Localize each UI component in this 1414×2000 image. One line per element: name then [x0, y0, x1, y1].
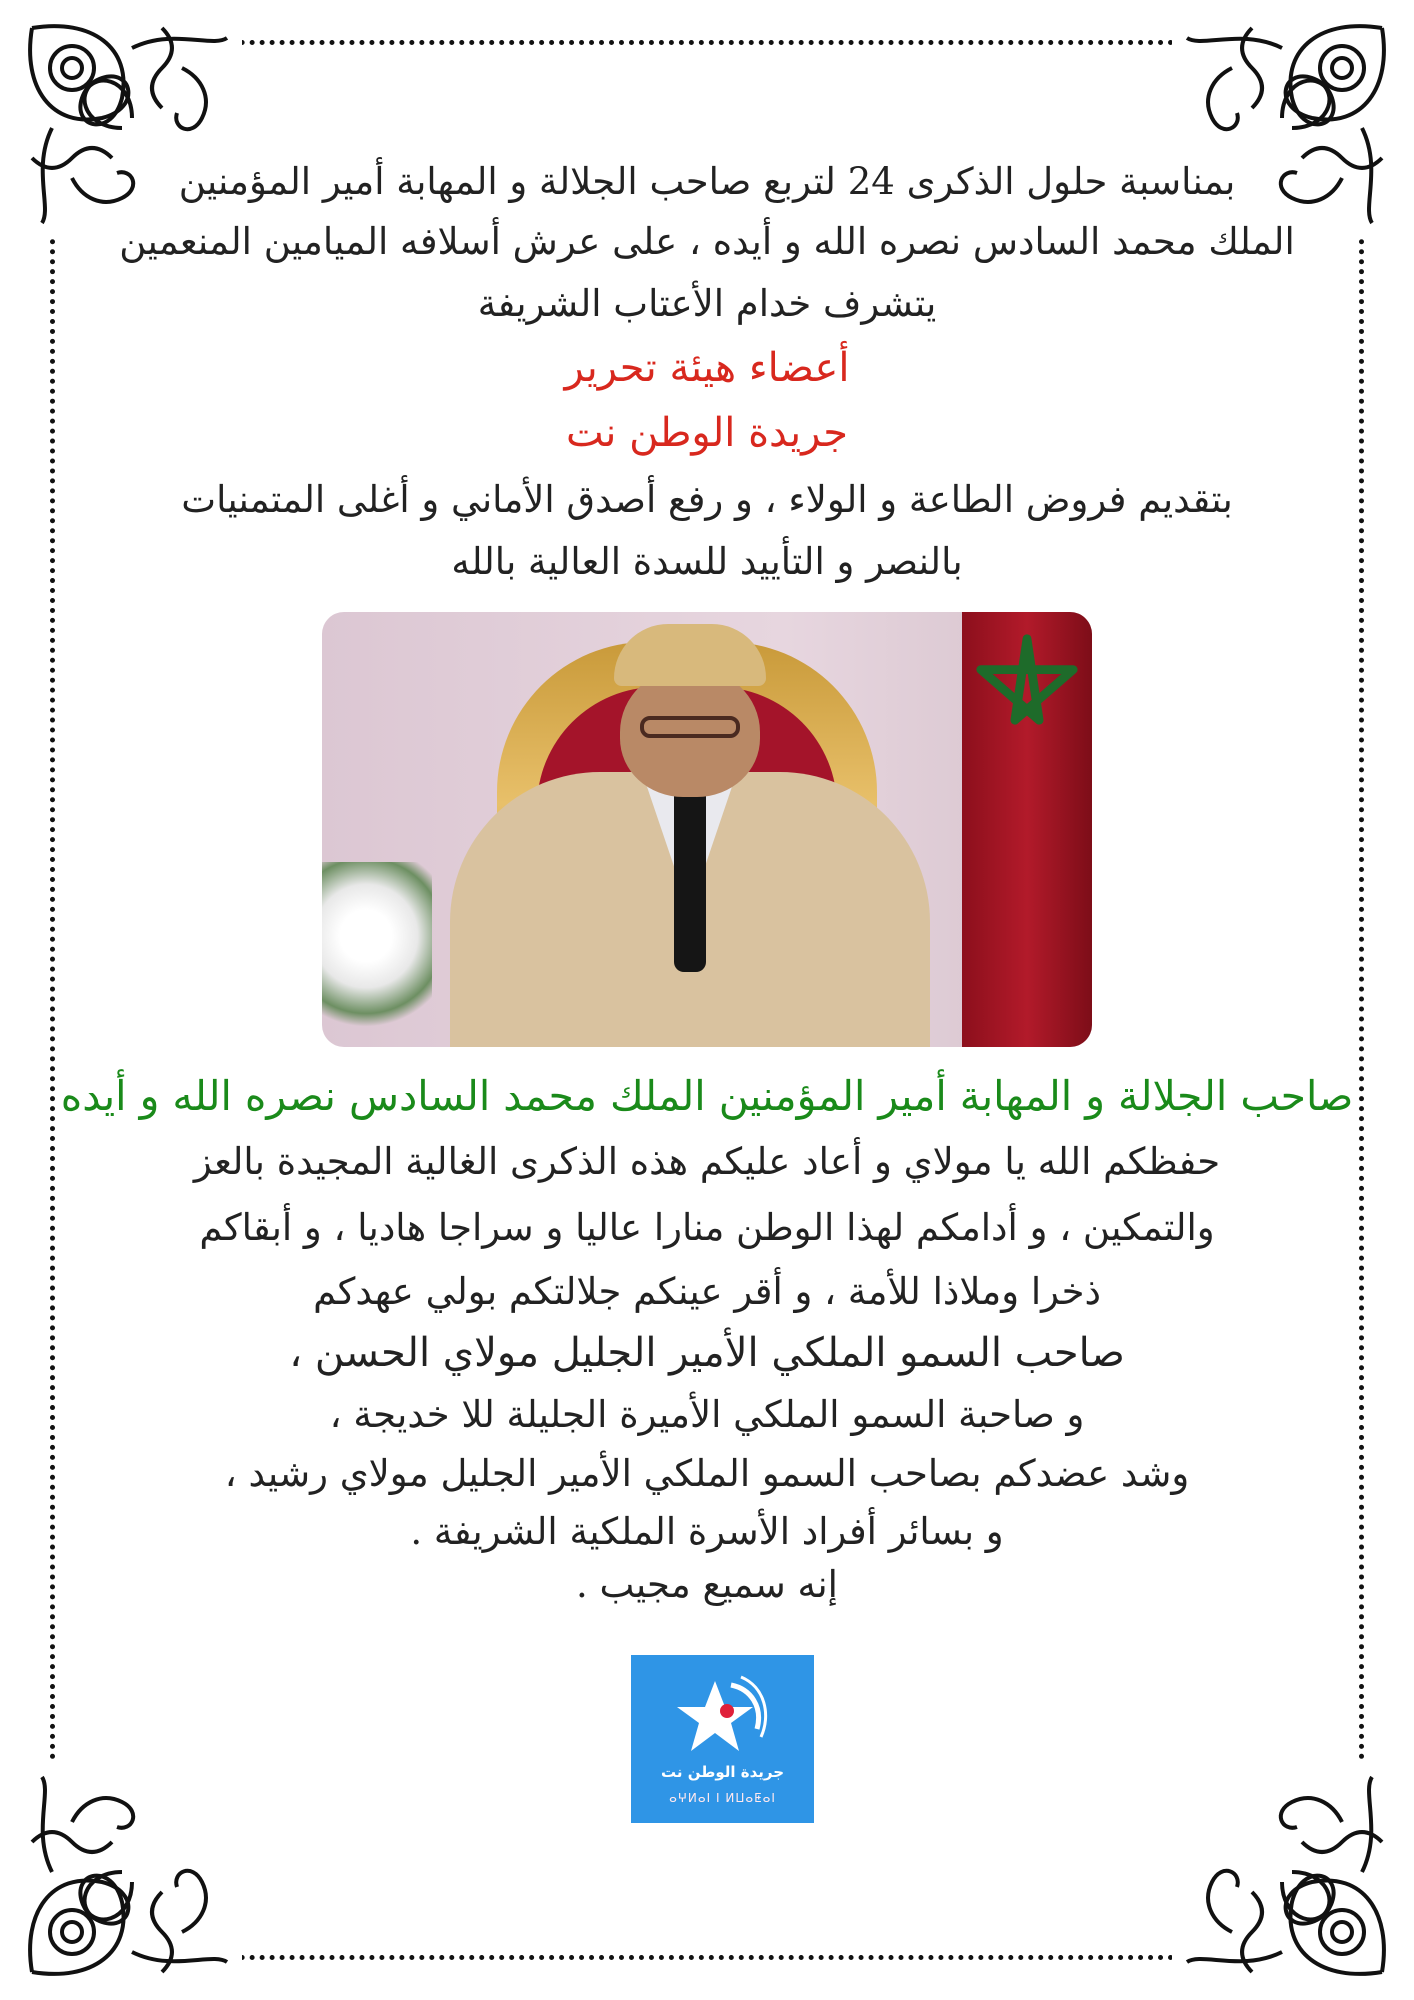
- prayer-line-5: و صاحبة السمو الملكي الأميرة الجليلة للا خديجة ،: [329, 1393, 1085, 1436]
- king-portrait-photo: [322, 612, 1092, 1047]
- prayer-line-8: إنه سميع مجيب .: [576, 1563, 838, 1606]
- ornament-top-left: [12, 8, 242, 238]
- prayer-line-2: والتمكين ، و أدامكم لهذا الوطن منارا عاليا و سراجا هاديا ، و أبقاكم: [199, 1206, 1215, 1249]
- prayer-line-1: حفظكم الله يا مولاي و أعاد عليكم هذه الذكرى الغالية المجيدة بالعز: [193, 1140, 1221, 1183]
- arabesque-ornament-icon: [12, 8, 242, 238]
- ornament-bottom-left: [12, 1762, 242, 1992]
- intro-line-1: بمناسبة حلول الذكرى 24 لتربع صاحب الجلالة و المهابة أمير المؤمنين: [178, 160, 1236, 203]
- logo-name: جريدة الوطن نت: [660, 1763, 785, 1781]
- king-title: صاحب الجلالة و المهابة أمير المؤمنين الملك محمد السادس نصره الله و أيده: [60, 1072, 1354, 1120]
- logo-tifinagh: ⴰⵖⵍⴰⵏ ⵏ ⵍⵡⴰⵟⴰⵏ: [669, 1791, 776, 1805]
- green-star-icon: [972, 630, 1082, 740]
- intro-line-3: يتشرف خدام الأعتاب الشريفة: [477, 282, 937, 325]
- ornament-top-right: [1172, 8, 1402, 238]
- newspaper-name: جريدة الوطن نت: [566, 410, 848, 456]
- board-title: أعضاء هيئة تحرير: [564, 345, 850, 391]
- prayer-line-6: وشد عضدكم بصاحب السمو الملكي الأمير الجليل مولاي رشيد ،: [224, 1452, 1190, 1495]
- newspaper-logo: [631, 1655, 814, 1823]
- arabesque-ornament-icon: [12, 1762, 242, 1992]
- star-logo-icon: [671, 1667, 771, 1767]
- arabesque-ornament-icon: [1172, 8, 1402, 238]
- prayer-line-3: ذخرا وملاذا للأمة ، و أقر عينكم جلالتكم بولي عهدكم: [313, 1270, 1101, 1313]
- flowers-decoration: [322, 862, 432, 1047]
- ornament-bottom-right: [1172, 1762, 1402, 1992]
- intro-line-2: الملك محمد السادس نصره الله و أيده ، على عرش أسلافه الميامين المنعمين: [119, 220, 1295, 263]
- prayer-line-7: و بسائر أفراد الأسرة الملكية الشريفة .: [410, 1510, 1004, 1553]
- pledge-line-1: بتقديم فروض الطاعة و الولاء ، و رفع أصدق الأماني و أغلى المتمنيات: [181, 478, 1233, 521]
- arabesque-ornament-icon: [1172, 1762, 1402, 1992]
- pledge-line-2: بالنصر و التأييد للسدة العالية بالله: [451, 540, 963, 583]
- moroccan-flag: [962, 612, 1092, 1047]
- prayer-line-4: صاحب السمو الملكي الأمير الجليل مولاي الحسن ،: [289, 1330, 1125, 1376]
